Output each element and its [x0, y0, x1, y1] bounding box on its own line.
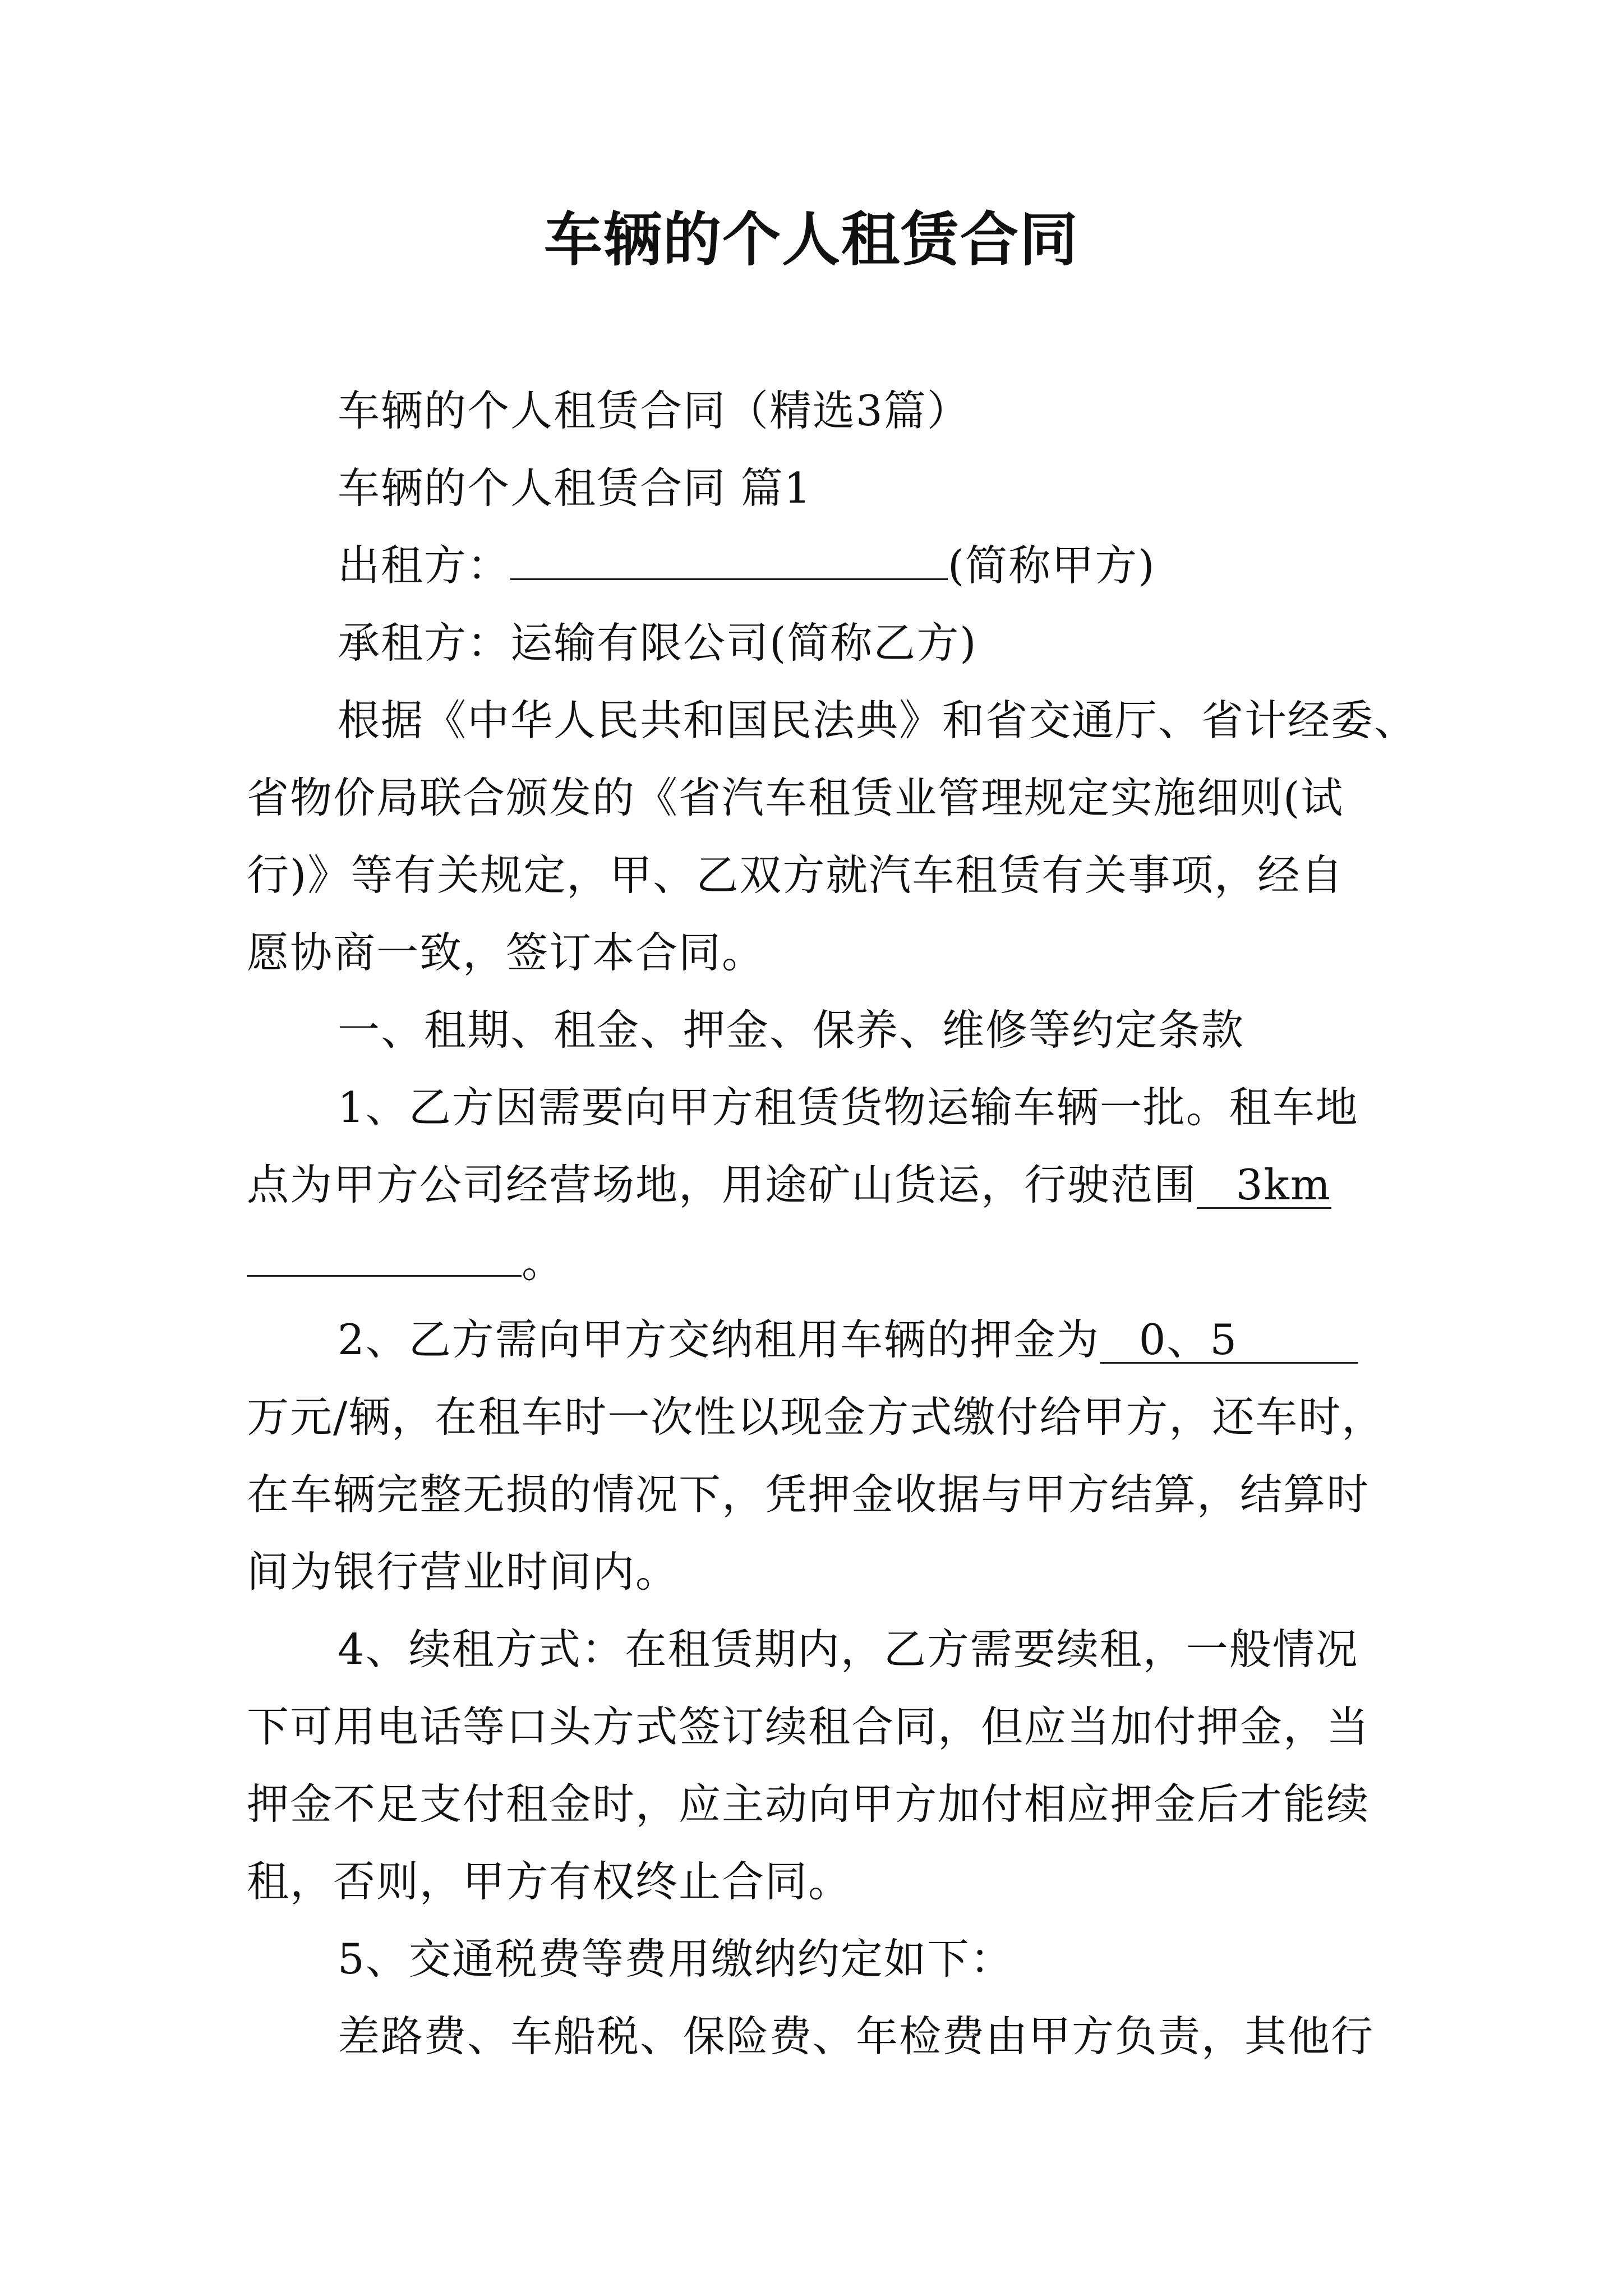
- deposit-value-blank: [1100, 1317, 1358, 1364]
- clause-1-line-3: [247, 1234, 565, 1290]
- section-heading: 车辆的个人租赁合同 篇1: [338, 463, 812, 513]
- clause-4-line-2: 下可用电话等口头方式签订续租合同，但应当加付押金，当: [247, 1702, 1370, 1751]
- subtitle: 车辆的个人租赁合同（精选3篇）: [338, 386, 970, 435]
- lessor-blank: [510, 539, 948, 580]
- range-value: 3km: [1235, 1160, 1332, 1209]
- article-one-heading: 一、租期、租金、押金、保养、维修等约定条款: [338, 1005, 1245, 1055]
- deposit-value: 0、5: [1138, 1315, 1238, 1364]
- clause-1-line-2: [247, 1157, 1331, 1213]
- lessor-label: 出租方：: [338, 541, 511, 590]
- clause-4-line-4: 租，否则，甲方有权终止合同。: [247, 1857, 852, 1906]
- clause-4-line-1: 4、续租方式：在租赁期内，乙方需要续租，一般情况: [338, 1625, 1359, 1674]
- clause-2-line-3: 在车辆完整无损的情况下，凭押金收据与甲方结算，结算时: [247, 1470, 1370, 1519]
- clause-1-end: 。: [522, 1237, 565, 1287]
- clause-2-line-4: 间为银行营业时间内。: [247, 1547, 679, 1596]
- clause-4-line-3: 押金不足支付租金时，应主动向甲方加付相应押金后才能续: [247, 1779, 1370, 1829]
- basis-paragraph-line-1: 根据《中华人民共和国民法典》和省交通厅、省计经委、: [338, 696, 1418, 745]
- clause-2-prefix: 2、乙方需向甲方交纳租用车辆的押金为: [338, 1315, 1100, 1364]
- lessor-line: [338, 537, 1156, 593]
- clause-5-text: 差路费、车船税、保险费、年检费由甲方负责，其他行: [338, 2012, 1375, 2061]
- clause-1-line-1: 1、乙方因需要向甲方租赁货物运输车辆一批。租车地: [338, 1083, 1359, 1132]
- lessee-line: 承租方：运输有限公司(简称乙方): [338, 618, 978, 668]
- range-continuation-blank: [247, 1236, 522, 1277]
- basis-paragraph-line-2: 省物价局联合颁发的《省汽车租赁业管理规定实施细则(试: [247, 773, 1344, 822]
- clause-1-range-prefix: 点为甲方公司经营场地，用途矿山货运，行驶范围: [247, 1160, 1197, 1209]
- basis-paragraph-line-4: 愿协商一致，签订本合同。: [247, 928, 766, 977]
- clause-5-heading: 5、交通税费等费用缴纳约定如下：: [338, 1934, 1013, 1984]
- clause-2-line-2: 万元/辆，在租车时一次性以现金方式缴付给甲方，还车时，: [247, 1392, 1385, 1442]
- clause-2-line-1: [338, 1312, 1358, 1368]
- document-title: 车辆的个人租赁合同: [543, 205, 1079, 274]
- range-value-blank: [1197, 1162, 1331, 1209]
- lessor-suffix: (简称甲方): [948, 541, 1156, 590]
- basis-paragraph-line-3: 行)》等有关规定，甲、乙双方就汽车租赁有关事项，经自: [247, 850, 1344, 900]
